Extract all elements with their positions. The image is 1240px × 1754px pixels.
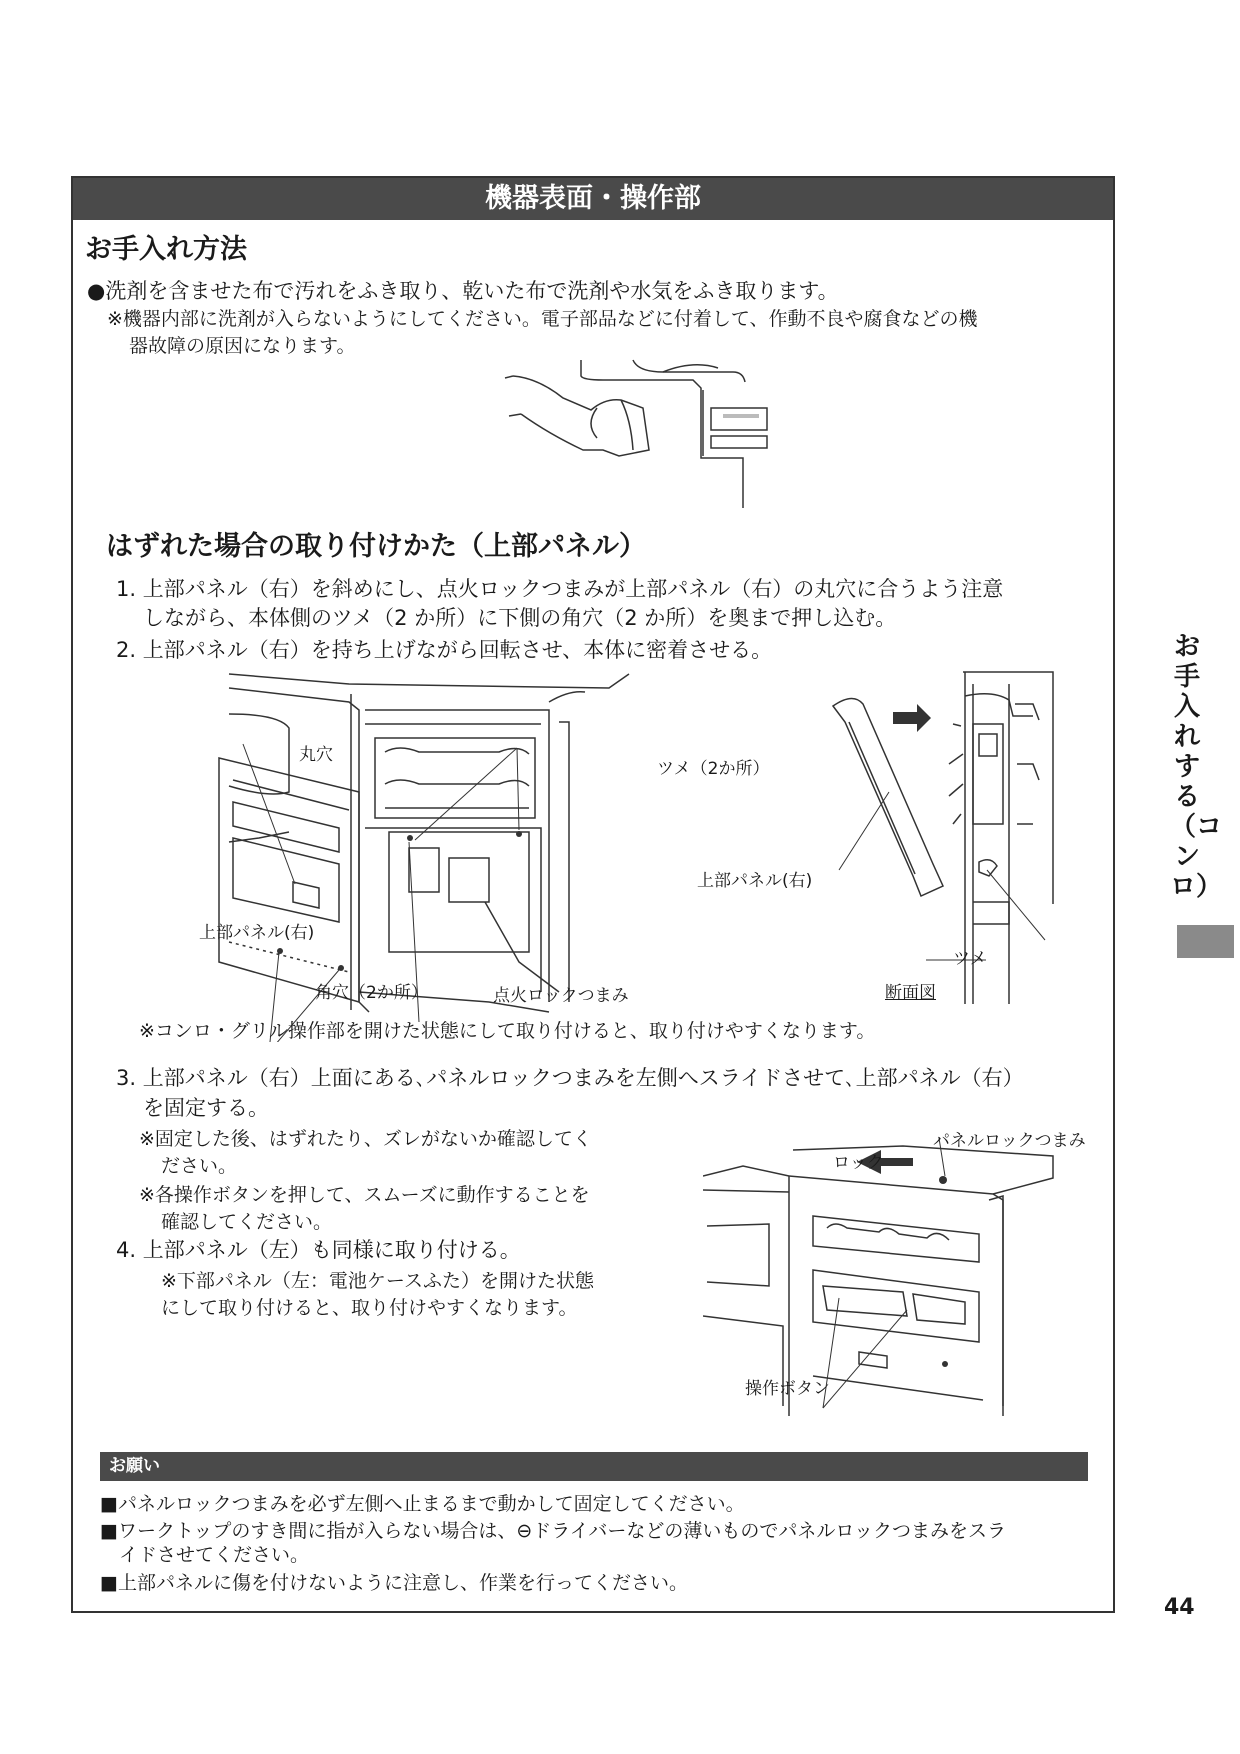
label-panel-lock-knob: パネルロックつまみ: [933, 1131, 1086, 1151]
panel-lock-figure: [703, 1116, 1083, 1416]
step3-note2-line2: 確認してください。: [161, 1211, 333, 1233]
cleaning-illustration: [493, 358, 773, 508]
step4-note-line2: にして取り付けると、取り付けやすくなります。: [161, 1297, 578, 1319]
notice-item2-line1: ■ワークトップのすき間に指が入らない場合は、⊖ドライバーなどの薄いものでパネルロックつまみをスラ: [100, 1520, 1006, 1542]
sidebar-tab-marker: [1177, 925, 1234, 958]
install-tip: ※コンロ・グリル操作部を開けた状態にして取り付けると、取り付けやすくなります。: [139, 1020, 876, 1042]
label-tabs: ツメ（2か所）: [657, 759, 770, 779]
label-operation-buttons: 操作ボタン: [745, 1379, 830, 1399]
care-note-line1: ※機器内部に洗剤が入らないようにしてください。電子部品などに付着して、作動不良や腐食などの機: [107, 308, 978, 330]
care-note-line2: 器故障の原因になります。: [129, 335, 356, 357]
label-lock: ロック: [833, 1153, 884, 1173]
notice-item3: ■上部パネルに傷を付けないように注意し、作業を行ってください。: [100, 1572, 688, 1594]
sidebar-chapter-title: お手入れする（コンロ）: [1170, 632, 1223, 902]
care-heading: お手入れ方法: [85, 234, 247, 265]
content-frame: [71, 176, 1115, 1613]
label-tab: ツメ: [953, 949, 987, 969]
step3-note1-line2: ださい。: [161, 1155, 238, 1177]
label-upper-panel-right: 上部パネル(右): [199, 923, 315, 943]
step1-line1: 1. 上部パネル（右）を斜めにし、点火ロックつまみが上部パネル（右）の丸穴に合うよう注意: [116, 577, 1004, 601]
install-heading: はずれた場合の取り付けかた（上部パネル）: [106, 531, 646, 562]
label-ignition-lock-knob: 点火ロックつまみ: [493, 986, 629, 1006]
step3-line1: 3. 上部パネル（右）上面にある､パネルロックつまみを左側へスライドさせて､上部パネル（右）: [116, 1066, 1024, 1090]
step3-line2: を固定する。: [143, 1096, 269, 1120]
label-square-holes: 角穴（2か所）: [315, 983, 428, 1003]
step1-line2: しながら、本体側のツメ（2 か所）に下側の角穴（2 か所）を奥まで押し込む。: [143, 606, 897, 630]
notice-item1: ■パネルロックつまみを必ず左側へ止まるまで動かして固定してください。: [100, 1493, 745, 1515]
step3-note1-line1: ※固定した後、はずれたり、ズレがないか確認してく: [139, 1128, 592, 1150]
care-bullet: ●洗剤を含ませた布で汚れをふき取り、乾いた布で洗剤や水気をふき取ります。: [87, 279, 839, 303]
cross-section-figure: [753, 664, 1083, 1014]
step4-note-line1: ※下部パネル（左：電池ケースふた）を開けた状態: [161, 1270, 594, 1292]
installation-figure: [189, 662, 759, 1042]
step2: 2. 上部パネル（右）を持ち上げながら回転させ、本体に密着させる。: [116, 638, 773, 662]
label-round-hole: 丸穴: [299, 745, 333, 765]
section-header: 機器表面・操作部: [73, 178, 1113, 220]
page-number: 44: [1164, 1595, 1195, 1620]
step3-note2-line1: ※各操作ボタンを押して、スムーズに動作することを: [139, 1184, 590, 1206]
label-cross-section: 断面図: [885, 983, 936, 1003]
label-upper-panel-right-2: 上部パネル(右): [697, 871, 813, 891]
step4: 4. 上部パネル（左）も同様に取り付ける。: [116, 1238, 521, 1262]
notice-item2-line2: イドさせてください。: [119, 1544, 310, 1566]
notice-bar: お願い: [100, 1452, 1088, 1481]
